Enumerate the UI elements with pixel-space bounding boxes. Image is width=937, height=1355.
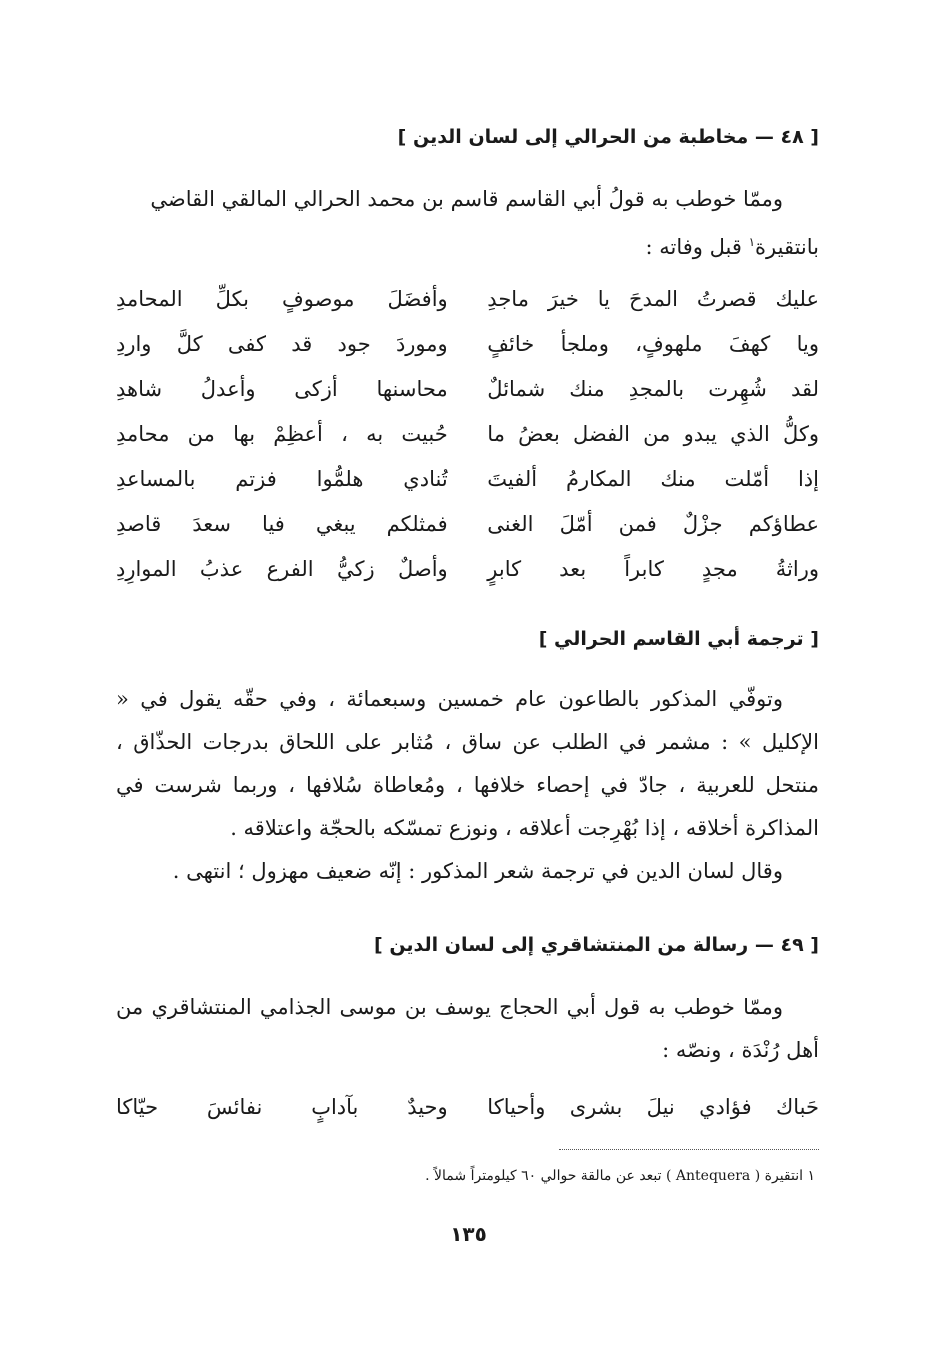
- verse-first-hemistich: عليك قصرتُ المدحَ يا خيرَ ماجدِ: [487, 286, 819, 311]
- intro-line2-tail: قبل وفاته :: [645, 235, 749, 259]
- section-48-intro-line1: وممّا خوطب به قولُ أبي القاسم قاسم بن محمد الحرالي المالقي القاضي: [150, 187, 783, 211]
- verse-first-hemistich: حَباك فؤادي نيلَ بشرى وأحياكا: [487, 1094, 819, 1119]
- section-48-intro: [116, 178, 819, 269]
- verse-line: [116, 321, 819, 366]
- section-48-heading: [ ٤٨ — مخاطبة من الحرالي إلى لسان الدين ]: [397, 126, 819, 148]
- footnote-marker: ١: [748, 235, 756, 249]
- verse-second-hemistich: تُنادي هلمُّوا فزتم بالمساعدِ: [115, 466, 448, 491]
- verse-first-hemistich: وكلُّ الذي يبدو من الفضل بعضُ ما: [487, 421, 819, 446]
- biography-text: [116, 678, 819, 893]
- biography-paragraph: وتوفّي المذكور بالطاعون عام خمسين وسبعمائة ، وفي حقّه يقول في « الإكليل » : مشمر في الطلب عن ساق ، مُثابر على اللحاق بدرجات الحذّاق ، منتحل للعربية ، جادّ في إحصاء خلافها ، ومُعاطاة سُلافها ، وربما شرست في المذاكرة أخلاقه ، إذا بُهْرِجت أعلاقه ، ونوزع تمسّكه بالحجّة واعتلاقه .: [116, 687, 819, 840]
- page-number: ١٣٥: [450, 1222, 487, 1246]
- biography-heading: [ ترجمة أبي القاسم الحرالي ]: [538, 628, 819, 650]
- verse-line: [116, 546, 819, 591]
- verse-line: [116, 366, 819, 411]
- footnote: ١ انتقيرة ( Antequera ) تبعد عن مالقة حوالي ٦٠ كيلومتراً شمالاً .: [425, 1168, 815, 1184]
- section-49-heading: [ ٤٩ — رسالة من المنتشاقري إلى لسان الدين ]: [374, 934, 819, 956]
- verse-second-hemistich: وأصلٌ زكيُّ الفرع عذبُ الموارِدِ: [115, 556, 448, 581]
- poem-verses: [116, 276, 819, 591]
- verse-second-hemistich: محاسنها أزكى وأعدلُ شاهدِ: [115, 376, 448, 401]
- section-49-intro-text: وممّا خوطب به قول أبي الحجاج يوسف بن موسى الجذامي المنتشاقري من أهل رُنْدَة ، ونصّه :: [116, 995, 819, 1062]
- verse-line: [116, 501, 819, 546]
- verse-first-hemistich: ويا كهفَ ملهوفٍ، وملجأ خائفٍ: [487, 331, 819, 356]
- biography-paragraph: وقال لسان الدين في ترجمة شعر المذكور : إنّه ضعيف مهزول ؛ انتهى .: [172, 859, 783, 883]
- footnote-divider: [559, 1149, 819, 1150]
- verse-second-hemistich: فمثلكم يبغي فيا سعدَ قاصدِ: [115, 511, 448, 536]
- verse-first-hemistich: عطاؤكم جزْلٌ فمن أمّلَ الغنى: [487, 511, 819, 536]
- verse-line: [116, 456, 819, 501]
- verse-second-hemistich: وأفضَلَ موصوفٍ بكلِّ المحامدِ: [115, 286, 448, 311]
- verse-first-hemistich: وراثةُ مجدٍ كابراً بعد كابرٍ: [487, 556, 819, 581]
- verse-second-hemistich: وموردَ جود قد كفى كلَّ واردِ: [115, 331, 448, 356]
- verse-line: [116, 276, 819, 321]
- verse-second-hemistich: وحيدٌ بآدابٍ نفائسَ حيّاكا: [115, 1094, 448, 1119]
- place-name: بانتقيرة: [755, 235, 819, 259]
- verse-first-hemistich: إذا أمّلت منك المكارمُ ألفيتَ: [487, 466, 819, 491]
- section-48-intro-line2: [116, 221, 819, 269]
- verse-second-hemistich: حُبيت به ، أعظِمْ بها من محامدِ: [115, 421, 448, 446]
- verse-line: [116, 1084, 819, 1129]
- verse-line: [116, 411, 819, 456]
- poem-verses-49: [116, 1084, 819, 1129]
- verse-first-hemistich: لقد شُهِرت بالمجدِ منك شمائلٌ: [487, 376, 819, 401]
- section-49-intro: [116, 986, 819, 1072]
